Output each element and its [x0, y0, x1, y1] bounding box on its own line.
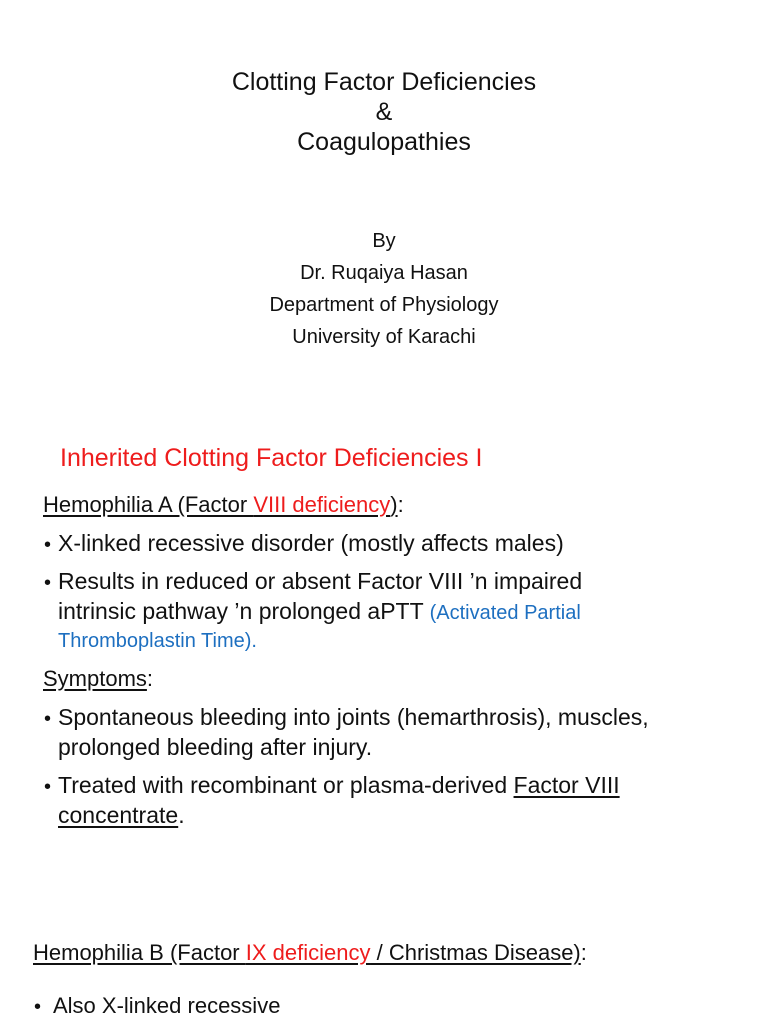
bullet-glyph: • [44, 534, 52, 556]
aptt-expansion-1: (Activated Partial [429, 602, 581, 624]
bullet-4-line-2 [58, 802, 185, 829]
bullet-4-concentrate: concentrate [58, 802, 179, 828]
bullet-1: X-linked recessive disorder (mostly affects males) [58, 530, 564, 556]
hemophilia-a-highlight: VIII deficiency [253, 492, 391, 517]
bullet-3-line-1: Spontaneous bleeding into joints (hemarthrosis), muscles, [58, 704, 649, 730]
bullet-2-line-2-text: intrinsic pathway ’n prolonged aPTT [58, 598, 430, 624]
slide-heading: Inherited Clotting Factor Deficiencies I [60, 444, 483, 472]
bullet-4-period: . [178, 802, 185, 828]
bullet-2-line-2 [58, 598, 581, 625]
bullet-3-line-2: prolonged bleeding after injury. [58, 734, 373, 760]
hemophilia-a-prefix: Hemophilia A (Factor [43, 492, 254, 517]
bullet-glyph: • [44, 572, 52, 594]
bullet-glyph: • [44, 708, 52, 730]
title-line-3: Coagulopathies [297, 128, 471, 156]
university: University of Karachi [292, 326, 476, 348]
content-slide [0, 410, 768, 1024]
hemophilia-b-heading [33, 940, 587, 966]
title-line-2: & [375, 98, 393, 126]
hemophilia-b-middle: / Christmas Disease) [370, 940, 581, 965]
bullet-2-line-1: Results in reduced or absent Factor VIII ’n impaired [58, 568, 583, 594]
bullet-4-factor: Factor VIII [513, 772, 620, 798]
aptt-expansion-2: Thromboplastin Time). [58, 630, 257, 652]
symptoms-label: Symptoms [43, 666, 147, 691]
title-slide [0, 0, 768, 410]
author-name: Dr. Ruqaiya Hasan [300, 262, 468, 284]
hemophilia-b-highlight: IX deficiency [245, 940, 371, 965]
hemophilia-a-heading: Hemophilia A (Factor VIII deficiency): [43, 492, 404, 517]
symptoms-heading [43, 666, 153, 692]
hemophilia-b-colon: : [580, 940, 587, 965]
symptoms-colon: : [146, 666, 154, 691]
by-label: By [372, 230, 396, 252]
bullet-glyph: • [44, 776, 52, 798]
title-line-1: Clotting Factor Deficiencies [231, 68, 537, 96]
hemophilia-b-prefix: Hemophilia B (Factor [33, 940, 246, 965]
bullet-4-line-1 [58, 772, 620, 799]
department: Department of Physiology [269, 294, 499, 316]
bullet-4-prefix: Treated with recombinant or plasma-derived [58, 772, 514, 798]
bullet-5: Also X-linked recessive [53, 993, 281, 1018]
hemophilia-a-colon: : [397, 492, 404, 517]
bullet-glyph: • [34, 996, 42, 1018]
